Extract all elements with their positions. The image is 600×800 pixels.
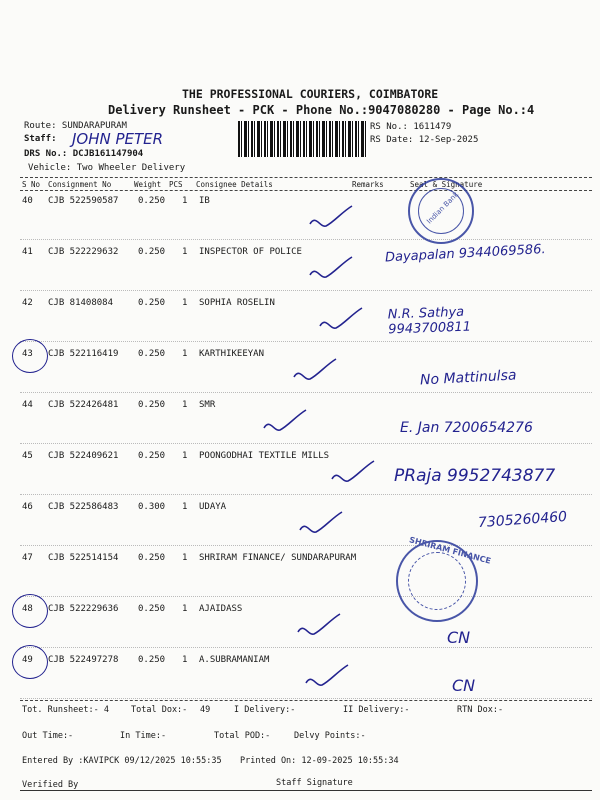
note-row-42: N.R. Sathya 9943700811 bbox=[387, 304, 472, 338]
row-separator bbox=[20, 341, 592, 342]
cell-cno: CJB 522514154 bbox=[48, 553, 119, 563]
note-row-43: No Mattinulsa bbox=[419, 367, 517, 389]
rs-number: RS No.: 1611479 bbox=[370, 122, 452, 132]
note-row-44: E. Jan 7200654276 bbox=[400, 420, 533, 436]
drs-number: DRS No.: DCJB161147904 bbox=[24, 149, 144, 159]
cell-pcs: 1 bbox=[182, 400, 188, 410]
cell-cno: CJB 522229632 bbox=[48, 247, 119, 257]
cell-sno: 49 bbox=[22, 655, 33, 665]
cell-consignee: UDAYA bbox=[199, 502, 227, 512]
circled-serial-mark bbox=[12, 594, 48, 628]
delvy-points: Delvy Points:- bbox=[294, 731, 366, 741]
cell-weight: 0.300 bbox=[138, 502, 166, 512]
row-separator bbox=[20, 392, 592, 393]
delivery-tick-mark bbox=[298, 508, 358, 538]
signature-line bbox=[20, 790, 592, 791]
col-remarks: Remarks bbox=[352, 180, 384, 189]
circled-serial-mark bbox=[12, 645, 48, 679]
col-consignment: Consignment No bbox=[48, 180, 112, 189]
cell-pcs: 1 bbox=[182, 247, 188, 257]
cell-weight: 0.250 bbox=[138, 553, 166, 563]
cell-consignee: SOPHIA ROSELIN bbox=[199, 298, 275, 308]
total-pod: Total POD:- bbox=[214, 731, 271, 741]
cell-consignee: INSPECTOR OF POLICE bbox=[199, 247, 302, 257]
cell-sno: 41 bbox=[22, 247, 33, 257]
cell-consignee: KARTHIKEEYAN bbox=[199, 349, 265, 359]
indian-bank-stamp-text: Indian Bank bbox=[425, 190, 461, 226]
cell-cno: CJB 81408084 bbox=[48, 298, 114, 308]
col-weight: Weight bbox=[134, 180, 162, 189]
cell-cno: CJB 522229636 bbox=[48, 604, 119, 614]
cell-cno: CJB 522586483 bbox=[48, 502, 119, 512]
note-row-45: PRaja 9952743877 bbox=[394, 466, 556, 486]
col-consignee: Consignee Details bbox=[196, 180, 273, 189]
col-seal-signature: Seal & Signature bbox=[410, 180, 483, 189]
row-separator bbox=[20, 494, 592, 495]
row-separator bbox=[20, 647, 592, 648]
cell-sno: 43 bbox=[22, 349, 33, 359]
delivery-tick-mark bbox=[308, 202, 368, 232]
cell-weight: 0.250 bbox=[138, 451, 166, 461]
delivery-tick-mark bbox=[308, 253, 368, 283]
cell-sno: 47 bbox=[22, 553, 33, 563]
row-separator bbox=[20, 596, 592, 597]
cell-sno: 45 bbox=[22, 451, 33, 461]
note-row-48: CN bbox=[447, 628, 471, 647]
cell-cno: CJB 522497278 bbox=[48, 655, 119, 665]
delivery-tick-mark bbox=[330, 457, 390, 487]
out-time: Out Time:- bbox=[22, 731, 74, 741]
delivery-tick-mark bbox=[262, 406, 322, 436]
cell-pcs: 1 bbox=[182, 604, 188, 614]
row-separator bbox=[20, 545, 592, 546]
cell-cno: CJB 522426481 bbox=[48, 400, 119, 410]
header-rule-top bbox=[20, 177, 592, 178]
cell-pcs: 1 bbox=[182, 451, 188, 461]
cell-consignee: IB bbox=[199, 196, 210, 206]
cell-weight: 0.250 bbox=[138, 247, 166, 257]
cell-cno: CJB 522116419 bbox=[48, 349, 119, 359]
shriram-finance-stamp bbox=[396, 535, 492, 622]
cell-pcs: 1 bbox=[182, 655, 188, 665]
cell-pcs: 1 bbox=[182, 553, 188, 563]
footer-rule bbox=[20, 700, 592, 701]
note-row-49: CN bbox=[452, 676, 476, 695]
cell-consignee: POONGODHAI TEXTILE MILLS bbox=[199, 451, 330, 461]
i-delivery: I Delivery:- bbox=[234, 705, 296, 715]
cell-sno: 42 bbox=[22, 298, 33, 308]
row-separator bbox=[20, 290, 592, 291]
delivery-tick-mark bbox=[318, 304, 378, 334]
staff-label: Staff: bbox=[24, 134, 57, 144]
delivery-tick-mark bbox=[292, 355, 352, 385]
col-sno: S No bbox=[22, 180, 41, 189]
row-separator bbox=[20, 239, 592, 240]
barcode bbox=[238, 121, 368, 157]
cell-pcs: 1 bbox=[182, 349, 188, 359]
cell-sno: 46 bbox=[22, 502, 33, 512]
total-dox-label: Total Dox:- bbox=[131, 705, 188, 715]
cell-weight: 0.250 bbox=[138, 349, 166, 359]
delivery-tick-mark bbox=[304, 661, 364, 691]
cell-weight: 0.250 bbox=[138, 655, 166, 665]
header-rule-bottom bbox=[20, 190, 592, 191]
cell-pcs: 1 bbox=[182, 196, 188, 206]
cell-consignee: AJAIDASS bbox=[199, 604, 243, 614]
staff-name-handwritten: JOHN PETER bbox=[72, 130, 164, 148]
tot-runsheet: Tot. Runsheet:- 4 bbox=[22, 705, 109, 715]
cell-weight: 0.250 bbox=[138, 196, 166, 206]
rs-date: RS Date: 12-Sep-2025 bbox=[370, 135, 479, 145]
vehicle-label: Vehicle: Two Wheeler Delivery bbox=[28, 163, 186, 173]
runsheet-subtitle: Delivery Runsheet - PCK - Phone No.:9047080280 - Page No.:4 bbox=[108, 103, 535, 117]
cell-weight: 0.250 bbox=[138, 298, 166, 308]
cell-consignee: SMR bbox=[199, 400, 216, 410]
in-time: In Time:- bbox=[120, 731, 167, 741]
cell-pcs: 1 bbox=[182, 298, 188, 308]
cell-weight: 0.250 bbox=[138, 604, 166, 614]
row-separator bbox=[20, 443, 592, 444]
cell-weight: 0.250 bbox=[138, 400, 166, 410]
circled-serial-mark bbox=[12, 339, 48, 373]
cell-consignee: SHRIRAM FINANCE/ SUNDARAPURAM bbox=[199, 553, 357, 563]
company-title: THE PROFESSIONAL COURIERS, COIMBATORE bbox=[182, 87, 439, 101]
cell-sno: 44 bbox=[22, 400, 33, 410]
cell-cno: CJB 522409621 bbox=[48, 451, 119, 461]
printed-on: Printed On: 12-09-2025 10:55:34 bbox=[240, 756, 399, 766]
rtn-dox: RTN Dox:- bbox=[457, 705, 504, 715]
col-pcs: PCS bbox=[169, 180, 183, 189]
cell-sno: 40 bbox=[22, 196, 33, 206]
entered-by: Entered By :KAVIPCK 09/12/2025 10:55:35 bbox=[22, 756, 222, 766]
indian-bank-stamp bbox=[408, 178, 474, 244]
total-dox-value: 49 bbox=[200, 705, 211, 715]
delivery-tick-mark bbox=[296, 610, 356, 640]
row-separator bbox=[20, 698, 592, 699]
ii-delivery: II Delivery:- bbox=[343, 705, 410, 715]
cell-consignee: A.SUBRAMANIAM bbox=[199, 655, 270, 665]
route-label: Route: SUNDARAPURAM bbox=[24, 121, 127, 131]
cell-sno: 48 bbox=[22, 604, 33, 614]
cell-cno: CJB 522590587 bbox=[48, 196, 119, 206]
note-row-41: Dayapalan 9344069586. bbox=[384, 242, 546, 266]
cell-pcs: 1 bbox=[182, 502, 188, 512]
note-row-46: 7305260460 bbox=[477, 508, 568, 532]
verified-by: Verified By bbox=[22, 780, 79, 790]
shriram-stamp-text: SHRIRAM FINANCE bbox=[408, 535, 492, 566]
staff-signature: Staff Signature bbox=[276, 778, 353, 788]
